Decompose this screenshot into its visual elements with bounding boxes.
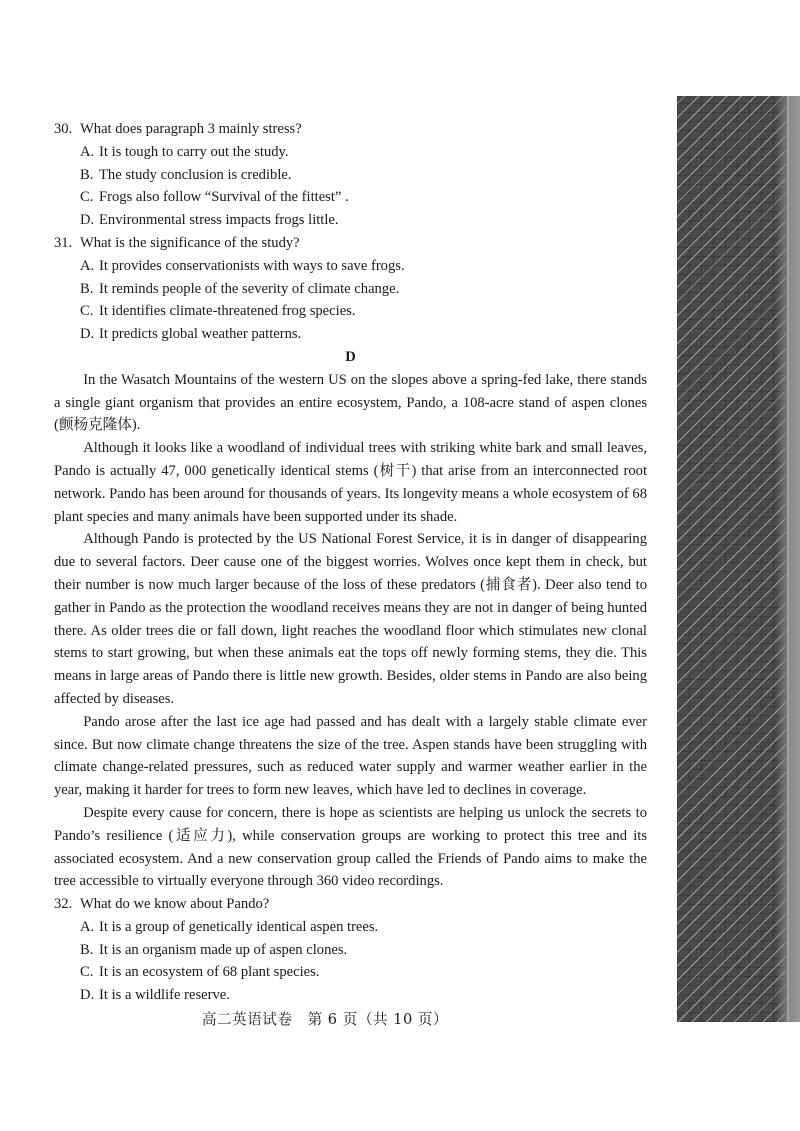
question-stem: What is the significance of the study? [80, 234, 300, 251]
option-text: It provides conservationists with ways to save frogs. [99, 257, 405, 274]
option-text: Frogs also follow “Survival of the fittest” . [99, 189, 349, 206]
question-32 [54, 893, 647, 1007]
option-text: It is a wildlife reserve. [99, 987, 230, 1004]
option-c [80, 961, 647, 984]
option-list [80, 916, 647, 1007]
option-letter: D. [80, 987, 95, 1004]
option-letter: D. [80, 326, 95, 343]
option-b [80, 164, 647, 187]
option-letter: D. [80, 212, 95, 229]
question-30 [54, 118, 647, 232]
option-letter: C. [80, 964, 94, 981]
option-text: It identifies climate-threatened frog species. [99, 303, 356, 320]
option-b [80, 939, 647, 962]
option-letter: B. [80, 166, 94, 183]
page-footer: 高二英语试卷 第 6 页（共 10 页） [201, 1011, 449, 1028]
option-letter: A. [80, 143, 95, 160]
section-title: D [345, 348, 356, 365]
option-text: The study conclusion is credible. [99, 166, 292, 183]
option-letter: C. [80, 189, 94, 206]
option-d [80, 984, 647, 1007]
question-number: 32. [54, 896, 73, 913]
option-c [80, 186, 647, 209]
option-b [80, 278, 647, 301]
option-text: Environmental stress impacts frogs little. [99, 212, 339, 229]
option-list [80, 141, 647, 232]
option-letter: C. [80, 303, 94, 320]
option-letter: A. [80, 918, 95, 935]
option-c [80, 300, 647, 323]
question-number: 31. [54, 234, 73, 251]
reading-passage-d [54, 346, 647, 893]
passage-paragraph-1: In the Wasatch Mountains of the western US on the slopes above a spring-fed lake, there stands a single giant organism that provides an entire ecosystem, Pando, a 108-acre stand of aspen clones (颤杨克隆体). [54, 371, 647, 434]
question-stem: What do we know about Pando? [80, 896, 270, 913]
scanned-binding-strip [677, 96, 787, 1022]
scanned-page-edge [776, 96, 800, 1022]
option-text: It predicts global weather patterns. [99, 326, 302, 343]
passage-paragraph-3: Although Pando is protected by the US National Forest Service, it is in danger of disappearing due to several factors. Deer cause one of the biggest worries. Wolves once kept them in check, but their number is now much larger because of the loss of these predators (捕食者). Deer also tend to gather in Pando as the protection the woodland receives means they are not in danger of being hunted there. As older trees die or fall down, light reaches the woodland floor which stimulates new clonal stems to start growing, but when these animals eat the tops off newly forming stems, they die. This means in large areas of Pando there is little new growth. Besides, older stems in Pando are also being affected by diseases. [54, 531, 647, 707]
option-a [80, 255, 647, 278]
passage-paragraph-4: Pando arose after the last ice age had passed and has dealt with a largely stable climate ever since. But now climate change threatens the size of the tree. Aspen stands have been struggling with climate change-related pressures, such as reduced water supply and warmer weather earlier in the year, making it harder for trees to form new leaves, which have led to declines in coverage. [54, 713, 647, 799]
option-text: It is an organism made up of aspen clones. [99, 941, 348, 958]
option-list [80, 255, 647, 346]
option-letter: A. [80, 257, 95, 274]
passage-paragraph-5: Despite every cause for concern, there is hope as scientists are helping us unlock the secrets to Pando’s resilience (适应力), while conservation groups are working to protect this tree and its associated ecosystem. And a new conservation group called the Friends of Pando aims to make the tree accessible to virtually everyone through 360 video recordings. [54, 804, 647, 890]
option-letter: B. [80, 941, 94, 958]
question-31 [54, 232, 647, 346]
option-a [80, 916, 647, 939]
option-text: It reminds people of the severity of climate change. [99, 280, 400, 297]
option-text: It is a group of genetically identical aspen trees. [99, 918, 379, 935]
option-text: It is an ecosystem of 68 plant species. [99, 964, 320, 981]
option-d [80, 209, 647, 232]
exam-page-content [54, 118, 647, 1007]
option-d [80, 323, 647, 346]
question-stem: What does paragraph 3 mainly stress? [80, 121, 302, 137]
option-letter: B. [80, 280, 94, 297]
option-text: It is tough to carry out the study. [99, 143, 289, 160]
passage-paragraph-2: Although it looks like a woodland of individual trees with striking white bark and small leaves, Pando is actually 47, 000 genetically identical stems (树干) that arise from an interconnected root network. Pando has been around for thousands of years. Its longevity means a whole ecosystem of 68 plant species and many animals have been supported under its shade. [54, 440, 647, 525]
question-number: 30. [54, 121, 73, 137]
option-a [80, 141, 647, 164]
